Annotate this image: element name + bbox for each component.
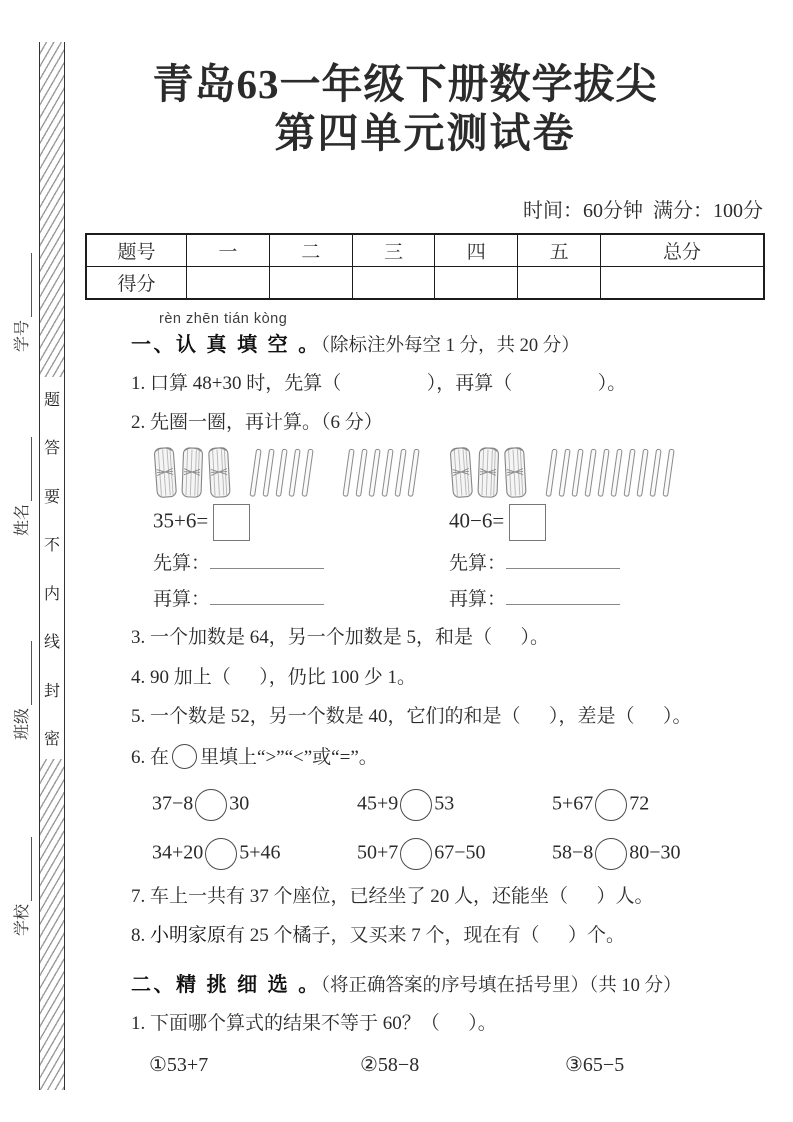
score-table xyxy=(85,233,765,300)
score-col-header: 五 xyxy=(518,234,601,267)
score-cell[interactable] xyxy=(435,266,518,299)
seal-char: 答 xyxy=(43,440,60,458)
score-table-corner: 题号 xyxy=(86,234,187,267)
answer-line[interactable] xyxy=(16,253,32,317)
answer-line[interactable] xyxy=(210,552,324,569)
comparison-item: 58−8 80−30 xyxy=(552,838,681,870)
answer-line[interactable] xyxy=(16,837,32,901)
sticks-illustration-left xyxy=(153,442,449,502)
answer-line[interactable] xyxy=(506,588,620,605)
section2-title: 二、精 挑 细 选 。 xyxy=(131,973,321,996)
section2-header xyxy=(131,968,765,997)
comparison-circle[interactable] xyxy=(595,789,627,821)
seal-char: 要 xyxy=(43,488,60,506)
section2-note: （将正确答案的序号填在括号里）（共 10 分） xyxy=(320,975,682,996)
comparison-circle[interactable] xyxy=(205,838,237,870)
second-step-label: 再算： xyxy=(153,589,211,611)
equation-right: 40−6= xyxy=(449,508,505,533)
section2-options-row xyxy=(149,1052,765,1077)
score-col-header: 三 xyxy=(352,234,435,267)
first-step-row xyxy=(153,548,765,575)
comparison-row-1 xyxy=(152,789,765,821)
comparison-circle[interactable] xyxy=(595,838,627,870)
option-1: ①53+7 xyxy=(149,1053,209,1076)
time-score-info: 时间：60分钟 满分：100分 xyxy=(523,199,763,222)
answer-line[interactable] xyxy=(16,437,32,501)
comparison-item: 50+7 67−50 xyxy=(357,838,552,870)
comparison-circle[interactable] xyxy=(400,838,432,870)
question-6: 6. 在 里填上“>”“<”或“=”。 xyxy=(131,744,765,771)
answer-line[interactable] xyxy=(506,552,620,569)
seal-char: 密 xyxy=(43,730,60,748)
comparison-item: 5+67 72 xyxy=(552,789,649,821)
question-2: 2. 先圈一圈，再计算。（6 分） xyxy=(131,412,383,434)
paper-title-line2: 第四单元测试卷 xyxy=(274,109,576,156)
score-col-header: 总分 xyxy=(600,234,764,267)
paper-content xyxy=(85,0,765,1077)
student-field-school xyxy=(12,837,32,936)
answer-box[interactable] xyxy=(213,504,250,541)
question-8-brand-text: 小明家原 xyxy=(150,925,227,947)
student-field-label: 班级 xyxy=(14,707,31,740)
question-4: 4. 90 加上（ ），仍比 100 少 1。 xyxy=(131,666,417,688)
student-field-id xyxy=(12,253,32,352)
first-step-label: 先算： xyxy=(153,553,211,575)
sticks-illustration-right xyxy=(449,442,682,502)
student-field-class xyxy=(12,641,32,740)
section1-header xyxy=(131,328,765,357)
paper-title-line1: 青岛63一年级下册数学拔尖 xyxy=(152,61,658,107)
comparison-item: 45+9 53 xyxy=(357,789,552,821)
question-8: 8. 小明家原有 25 个橘子，又买来 7 个，现在有（ ）个。 xyxy=(131,925,626,947)
section1-note: （除标注外每空 1 分，共 20 分） xyxy=(320,335,580,356)
seal-char: 线 xyxy=(43,634,60,652)
score-col-header: 四 xyxy=(435,234,518,267)
question-3: 3. 一个加数是 64，另一个加数是 5，和是（ ）。 xyxy=(131,627,550,649)
score-cell[interactable] xyxy=(600,266,764,299)
comparison-row-2 xyxy=(152,838,765,870)
seal-char: 题 xyxy=(43,392,60,409)
comparison-circle[interactable] xyxy=(400,789,432,821)
score-col-header: 一 xyxy=(187,234,270,267)
hatch-pattern-bottom xyxy=(40,759,64,1090)
score-col-header: 二 xyxy=(269,234,352,267)
score-cell[interactable] xyxy=(269,266,352,299)
student-field-name xyxy=(12,437,32,536)
sticks-equations-row xyxy=(153,504,765,541)
student-field-label: 学号 xyxy=(14,319,31,352)
second-step-row xyxy=(153,584,765,611)
score-cell[interactable] xyxy=(352,266,435,299)
score-cell[interactable] xyxy=(518,266,601,299)
option-3: ③65−5 xyxy=(565,1053,625,1076)
question-5: 5. 一个数是 52，另一个数是 40，它们的和是（ ），差是（ ）。 xyxy=(131,706,692,728)
section2-question-1: 1. 下面哪个算式的结果不等于 60？（ ）。 xyxy=(131,1012,497,1034)
comparison-item: 37−8 30 xyxy=(152,789,357,821)
hatch-pattern-top xyxy=(40,42,64,377)
student-field-label: 姓名 xyxy=(14,503,31,536)
seal-char: 不 xyxy=(43,537,60,555)
answer-line[interactable] xyxy=(210,588,324,605)
section1-title: 一、认 真 填 空 。 xyxy=(131,333,321,356)
equation-left: 35+6= xyxy=(153,508,209,533)
seal-line-text xyxy=(40,377,64,759)
question-1: 1. 口算 48+30 时，先算（ ），再算（ ）。 xyxy=(131,372,627,394)
answer-box[interactable] xyxy=(509,504,546,541)
sticks-figure-row xyxy=(153,442,765,502)
seal-char: 封 xyxy=(43,682,60,700)
score-cell[interactable] xyxy=(187,266,270,299)
option-2: ②58−8 xyxy=(360,1053,420,1076)
first-step-label: 先算： xyxy=(449,553,507,575)
second-step-label: 再算： xyxy=(449,589,507,611)
answer-line[interactable] xyxy=(16,641,32,705)
seal-line-strip xyxy=(39,42,65,1090)
comparison-circle[interactable] xyxy=(195,789,227,821)
section1-pinyin: rèn zhēn tián kòng xyxy=(159,310,288,327)
student-field-label: 学校 xyxy=(14,903,31,936)
seal-char: 内 xyxy=(43,585,60,603)
compare-symbol-circle xyxy=(172,744,197,769)
score-table-header-row xyxy=(86,234,764,267)
score-table-score-row xyxy=(86,266,764,299)
comparison-item: 34+20 5+46 xyxy=(152,838,357,870)
question-7: 7. 车上一共有 37 个座位，已经坐了 20 人，还能坐（ ）人。 xyxy=(131,885,654,907)
score-row-label: 得分 xyxy=(86,266,187,299)
